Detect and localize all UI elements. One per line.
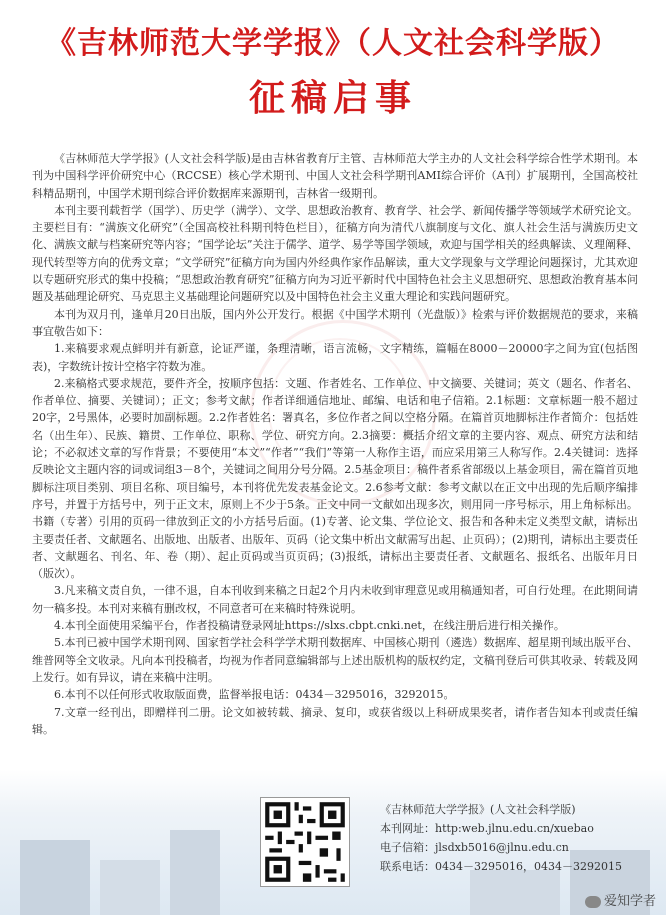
paragraph-schedule: 本刊为双月刊，逢单月20日出版，国内外公开发行。根据《中国学术期刊（光盘版）》检索与评价数据规范的要求，来稿事宜敬告如下： bbox=[32, 307, 638, 338]
contact-block bbox=[380, 800, 660, 876]
paragraph-rule-3: 3.凡来稿文责自负，一律不退，自本刊收到来稿之日起2个月内未收到审理意见或用稿通知者，可自行处理。在此期间请勿一稿多投。本刊对来稿有删改权，不同意者可在来稿时特殊说明。 bbox=[32, 584, 638, 615]
wechat-watermark bbox=[585, 890, 656, 909]
contact-website: 本刊网址：http:web.jlnu.edu.cn/xuebao bbox=[380, 822, 594, 835]
title-line2: 征稿启事 bbox=[248, 78, 417, 119]
contact-phone: 联系电话：0434－3295016，0434－3292015 bbox=[380, 860, 622, 873]
paragraph-rule-5: 5.本刊已被中国学术期刊网、国家哲学社会科学学术期刊数据库、中国核心期刊（遴选）数据库、超星期刊域出版平台、维普网等全文收录。凡向本刊投稿者，均视为作者同意编辑部与上述出版机构的版权约定，文稿刊登后可供其收录、转载及网上发行。如有异议，请在来稿中注明。 bbox=[32, 636, 638, 684]
paragraph-scope: 本刊主要刊载哲学（国学）、历史学（满学）、文学、思想政治教育、教育学、社会学、新闻传播学等领域学术研究论文。主要栏目有：“满族文化研究”（全国高校社科期刊特色栏目），征稿方向为清代八旗制度与文化、旗人社会生活与满族历史文化、满族文献与档案研究等内容；“国学论坛”关注于儒学、道学、易学等国学领域，欢迎与国学相关的经典解读、义理阐释、现代转型等方向的优秀文章；“文学研究”征稿方向为国内外经典作家作品解读，重大文学现象与文学理论问题探讨，尤其欢迎以专题研究形式的集中投稿；“思想政治教育研究”征稿方向为习近平新时代中国特色社会主义思想研究、思想政治教育基本问题及基础理论研究、马克思主义基础理论问题研究以及中国特色社会主义重大理论和实践问题研究。 bbox=[32, 203, 638, 304]
qr-code bbox=[260, 797, 350, 887]
notice-body bbox=[32, 150, 638, 738]
contact-journal: 《吉林师范大学学报》(人文社会科学版) bbox=[380, 803, 576, 816]
wechat-icon bbox=[585, 896, 601, 908]
paragraph-rule-2: 2.来稿格式要求规范，要件齐全，按顺序包括：文题、作者姓名、工作单位、中文摘要、关键词；英文（题名、作者名、作者单位、摘要、关键词）；正文；参考文献；作者详细通信地址、邮编、电话和电子信箱。2.1标题：文章标题一般不超过20字，2号黑体，必要时加副标题。2.2作者姓名：署真名，多位作者之间以空格分隔。在篇首页地脚标注作者简介：包括姓名（出生年）、民族、籍贯、工作单位、职称、学位、研究方向。2.3摘要：概括介绍文章的主要内容、观点、研究方法和结论；不必叙述文章的写作背景；不要使用“本文”“作者”“我们”等第一人称作主语，而应采用第三人称写作。2.4关键词：选择反映论文主题内容的词或词组3－8个，关键词之间用分号分隔。2.5基金项目：稿件者系省部级以上基金项目，需在篇首页地脚标注项目类别、项目名称、项目编号，本刊将优先发表基金论文。2.6参考文献：参考文献以在正文中出现的先后顺序编排序号，并置于方括号中，列于正文末，原则上不少于5条。正文中同一文献如出现多次，则用同一序号标示，用上角标标出。书籍（专著）引用的页码一律放到正文的小方括号后面。(1)专著、论文集、学位论文、报告和各种未定义类型文献，请标出主要责任者、文献题名、出版地、出版者、出版年、页码（论文集中析出文献需写出起、止页码）；(2)期刊，请标出主要责任者、文献题名、刊名、年、卷（期）、起止页码或当页页码；(3)报纸，请标出主要责任者、文献题名、报纸名、出版年月日（版次）。 bbox=[32, 376, 638, 581]
paragraph-intro: 《吉林师范大学学报》(人文社会科学版)是由吉林省教育厅主管、吉林师范大学主办的人文社会科学综合性学术期刊。本刊为中国科学评价研究中心（RCCSE）核心学术期刊、中国人文社会科学期刊AMI综合评价（A刊）扩展期刊，全国高校社科精品期刊，中国学术期刊综合评价数据库来源期刊，吉林省一级期刊。 bbox=[32, 152, 638, 200]
paragraph-rule-7: 7.文章一经刊出，即赠样刊二册。论文如被转载、摘录、复印，或获省级以上科研成果奖者，请作者告知本刊或责任编辑。 bbox=[32, 705, 638, 736]
watermark-text: 爱知学者 bbox=[603, 894, 656, 909]
paragraph-rule-6: 6.本刊不以任何形式收取版面费，监督举报电话：0434－3295016，3292015。 bbox=[54, 688, 455, 702]
title-line1: 《吉林师范大学学报》（人文社会科学版） bbox=[46, 26, 620, 61]
paragraph-rule-1: 1.来稿要求观点鲜明并有新意，论证严谨，条理清晰，语言流畅，文字精练，篇幅在8000－20000字之间为宜(包括图表)，字数统计按计空格字符数为准。 bbox=[32, 342, 638, 373]
paragraph-rule-4: 4.本刊全面使用采编平台，作者投稿请登录网址https://slxs.cbpt.cnki.net，在线注册后进行相关操作。 bbox=[54, 619, 565, 633]
contact-email: 电子信箱：jlsdxb5016@jlnu.edu.cn bbox=[380, 841, 569, 854]
